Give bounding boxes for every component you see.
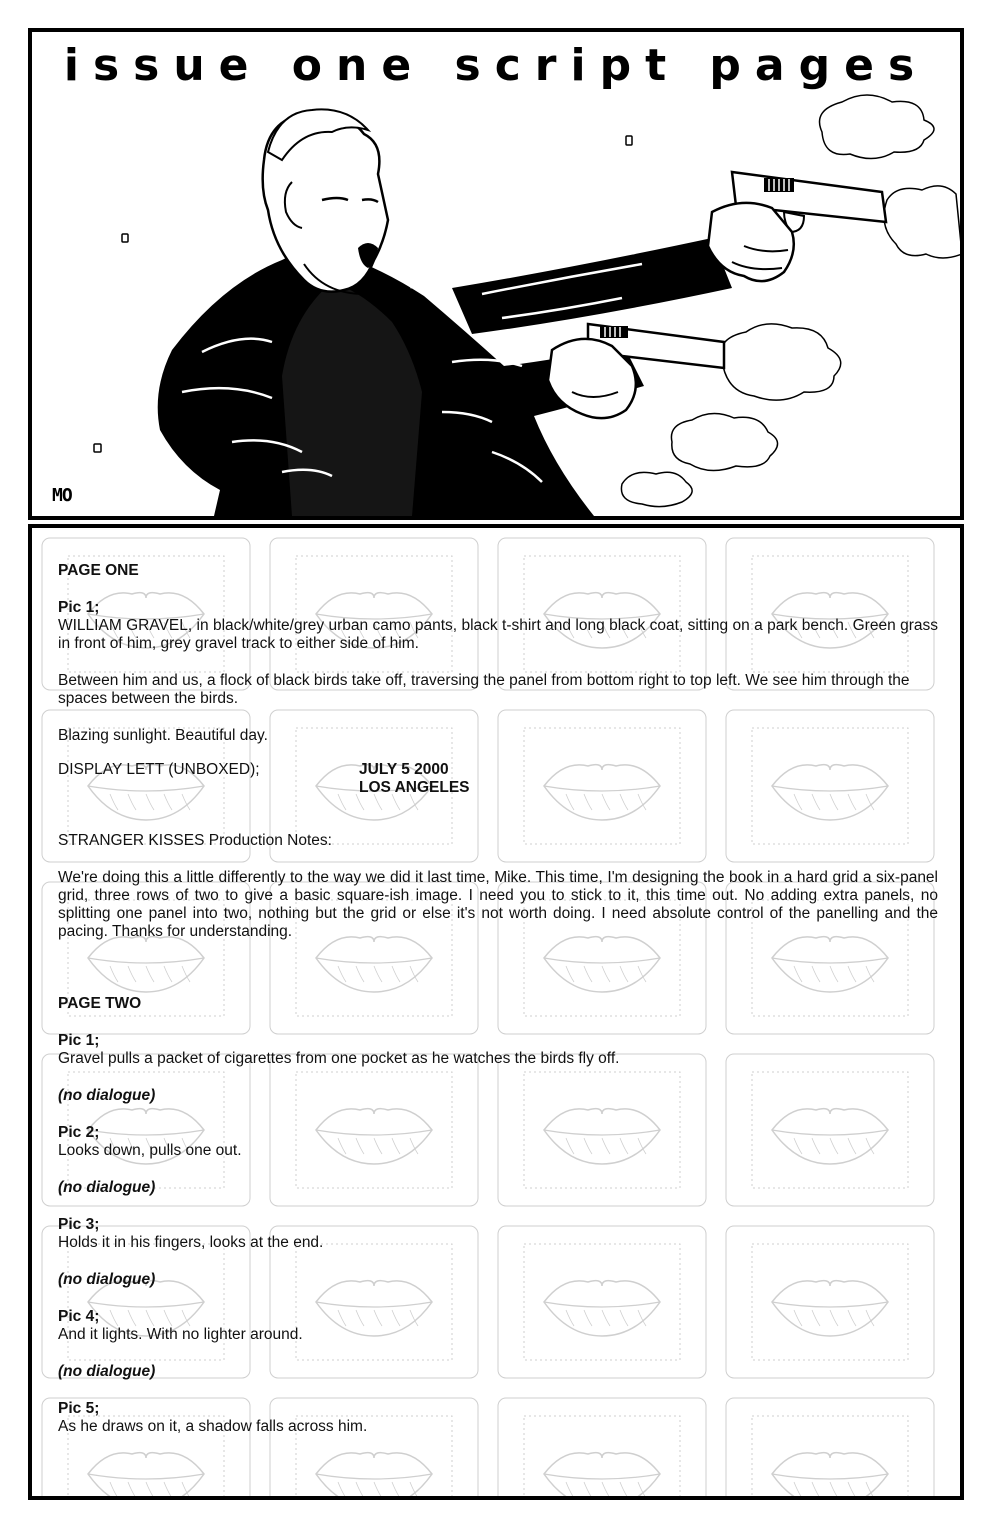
page-two-pic-4-label: Pic 4;	[58, 1308, 100, 1325]
artist-signature: MO	[52, 485, 72, 506]
script-text	[58, 562, 938, 1436]
cover-illustration-panel	[28, 28, 964, 520]
page-one-paragraph-sunlight: Blazing sunlight. Beautiful day.	[58, 727, 268, 744]
production-notes-text: We're doing this a little differently to the way we did it last time, Mike. This time, I'm designing the book in a hard grid a six-panel grid, three rows of two to give a basic square-ish image. I need you to stick to it, this time out. No adding extra panels, no splitting one panel into two, nothing but the grid or else it's not worth doing. I need absolute control of the panelling and the pacing. Thanks for understanding.	[58, 869, 938, 940]
display-date: JULY 5 2000	[359, 761, 449, 778]
production-notes-heading: STRANGER KISSES Production Notes:	[58, 832, 332, 849]
script-panel	[28, 524, 964, 1500]
page-two-pic-1-dialogue: (no dialogue)	[58, 1087, 156, 1104]
page-two-pic-2-text: Looks down, pulls one out.	[58, 1142, 242, 1159]
page-two-pic-1-text: Gravel pulls a packet of cigarettes from one pocket as he watches the birds fly off.	[58, 1050, 620, 1067]
page-one-paragraph-birds: Between him and us, a flock of black birds take off, traversing the panel from bottom right to top left. We see him through the spaces between the birds.	[58, 672, 910, 707]
page-one-pic-1-label: Pic 1;	[58, 599, 100, 616]
page-two-pic-3-label: Pic 3;	[58, 1216, 100, 1233]
page-one-pic-1-text: WILLIAM GRAVEL, in black/white/grey urban camo pants, black t-shirt and long black coat, sitting on a park bench. Green grass in front of him, grey gravel track to either side of him.	[58, 617, 938, 652]
page-two-pic-4-dialogue: (no dialogue)	[58, 1363, 156, 1380]
page-two-pic-3-dialogue: (no dialogue)	[58, 1271, 156, 1288]
page-two-pic-1-label: Pic 1;	[58, 1032, 100, 1049]
page-two-heading: PAGE TWO	[58, 995, 142, 1012]
page-two-pic-2-label: Pic 2;	[58, 1124, 100, 1141]
page-title: issue one script pages	[63, 40, 929, 91]
page-two-pic-3-text: Holds it in his fingers, looks at the end.	[58, 1234, 324, 1251]
display-lettering-label: DISPLAY LETT (UNBOXED);	[58, 761, 260, 778]
page-two-pic-5-text: As he draws on it, a shadow falls across him.	[58, 1418, 368, 1435]
page-one-heading: PAGE ONE	[58, 562, 139, 579]
display-lettering-value	[359, 761, 470, 797]
display-location: LOS ANGELES	[359, 779, 470, 796]
display-lettering-row	[58, 761, 938, 797]
page-two-pic-5-label: Pic 5;	[58, 1400, 100, 1417]
gunman-illustration	[32, 32, 960, 516]
page-two-pic-4-text: And it lights. With no lighter around.	[58, 1326, 303, 1343]
page-two-pic-2-dialogue: (no dialogue)	[58, 1179, 156, 1196]
